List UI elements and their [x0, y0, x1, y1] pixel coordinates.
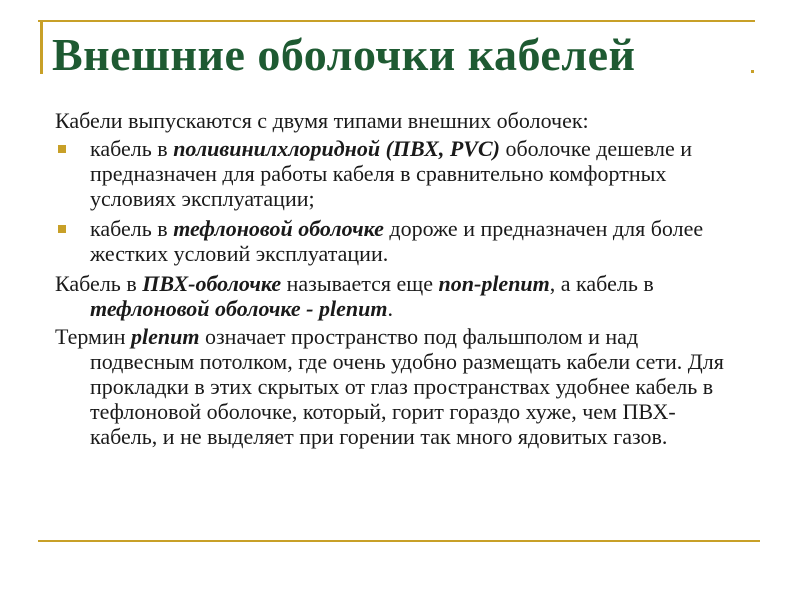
top-rule [38, 20, 755, 22]
slide-body [55, 108, 735, 452]
plenum-definition-paragraph [55, 324, 735, 449]
bullet-text-pre: кабель в [90, 136, 174, 161]
bullet-text-post: оболочке дешевле и предназначен для работы кабеля в сравнительно комфортных условиях эксплуатации; [90, 136, 693, 211]
bullet-square-icon [58, 145, 66, 153]
intro-paragraph: Кабели выпускаются с двумя типами внешних оболочек: [55, 108, 589, 133]
bullet-text-emphasis: тефлоновой оболочке [173, 216, 384, 241]
bullet-square-icon [58, 225, 66, 233]
bottom-rule [38, 540, 760, 542]
emphasis-non-plenum: non-plenum [438, 271, 550, 296]
emphasis-plenum: plenum [131, 324, 200, 349]
bullet-item-pvc [55, 136, 735, 211]
text-segment: . [387, 296, 393, 321]
text-segment: называется еще [281, 271, 439, 296]
text-segment: , а кабель в [549, 271, 654, 296]
slide-title: Внешние оболочки кабелей [52, 29, 636, 80]
bullet-item-teflon [55, 216, 735, 266]
left-accent-rule [40, 20, 43, 74]
text-segment: Термин [55, 324, 132, 349]
emphasis-pvc-sheath: ПВХ-оболочке [142, 271, 282, 296]
bullet-text-post: дороже и предназначен для более жестких условий эксплуатации. [90, 216, 704, 266]
plenum-naming-paragraph [55, 271, 735, 321]
emphasis-teflon-plenum: тефлоновой оболочке - plenum [90, 296, 388, 321]
text-segment: Кабель в [55, 271, 143, 296]
bullet-text-emphasis: поливинилхлоридной (ПВХ, PVC) [173, 136, 500, 161]
text-segment: означает пространство под фальшполом и над подвесным потолком, где очень удобно размещать кабели сети. Для прокладки в этих скрытых от глаз пространствах удобнее кабель в тефлоновой оболочке, который, горит гораздо хуже, чем ПВХ-кабель, и не выделяет при горении так много ядовитых газов. [90, 324, 724, 449]
bullet-text-pre: кабель в [90, 216, 174, 241]
